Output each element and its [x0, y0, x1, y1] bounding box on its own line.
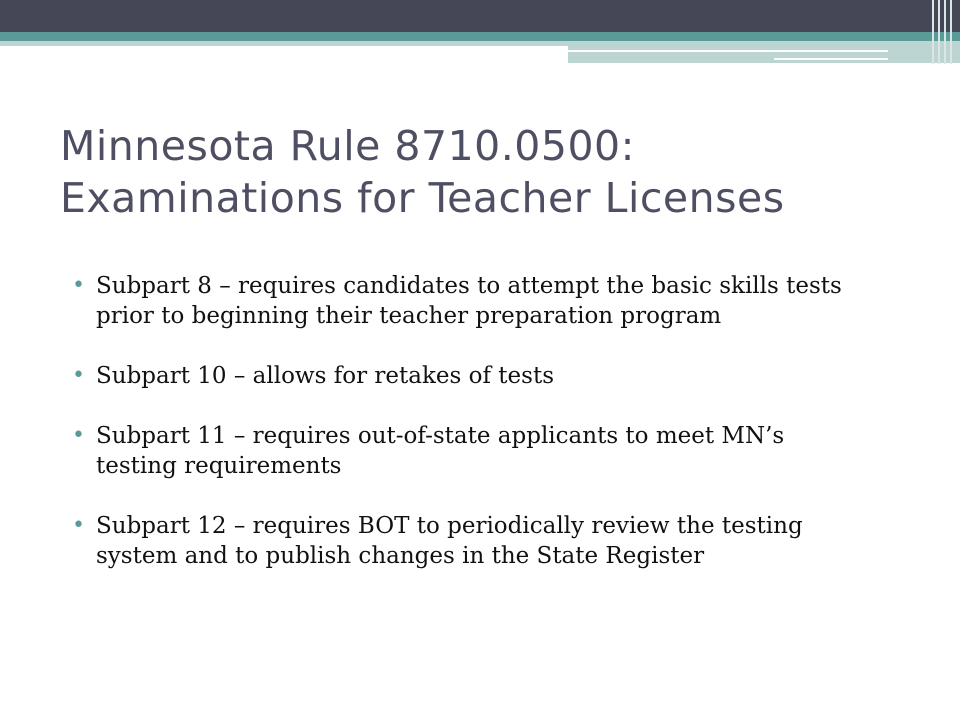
bullet-item [72, 511, 872, 571]
bullet-text: Subpart 11 – requires out-of-state applicants to meet MN’s testing requirements [96, 423, 785, 479]
slide-title-line: Minnesota Rule 8710.0500: [60, 122, 635, 170]
bullet-item [72, 271, 872, 331]
slide-title-line: Examinations for Teacher Licenses [60, 174, 785, 222]
header-band-teal [0, 32, 960, 41]
bullet-text: Subpart 8 – requires candidates to attempt the basic skills tests prior to beginning their teacher preparation program [96, 273, 842, 329]
bullet-icon: • [72, 273, 85, 298]
bullet-item [72, 361, 872, 391]
bullet-text: Subpart 12 – requires BOT to periodically review the testing system and to publish changes in the State Register [96, 513, 803, 569]
header-corner-stripes [930, 0, 960, 64]
bullet-item [72, 421, 872, 481]
corner-stripe [938, 0, 940, 64]
bullet-text: Subpart 10 – allows for retakes of tests [96, 363, 555, 389]
corner-stripe [932, 0, 934, 64]
header-band-dark [0, 0, 960, 32]
bullet-icon: • [72, 423, 85, 448]
slide-title [60, 120, 920, 224]
bullet-icon: • [72, 363, 85, 388]
corner-stripe [950, 0, 952, 64]
bullet-list [72, 271, 872, 601]
corner-stripe [944, 0, 946, 64]
bullet-icon: • [72, 513, 85, 538]
